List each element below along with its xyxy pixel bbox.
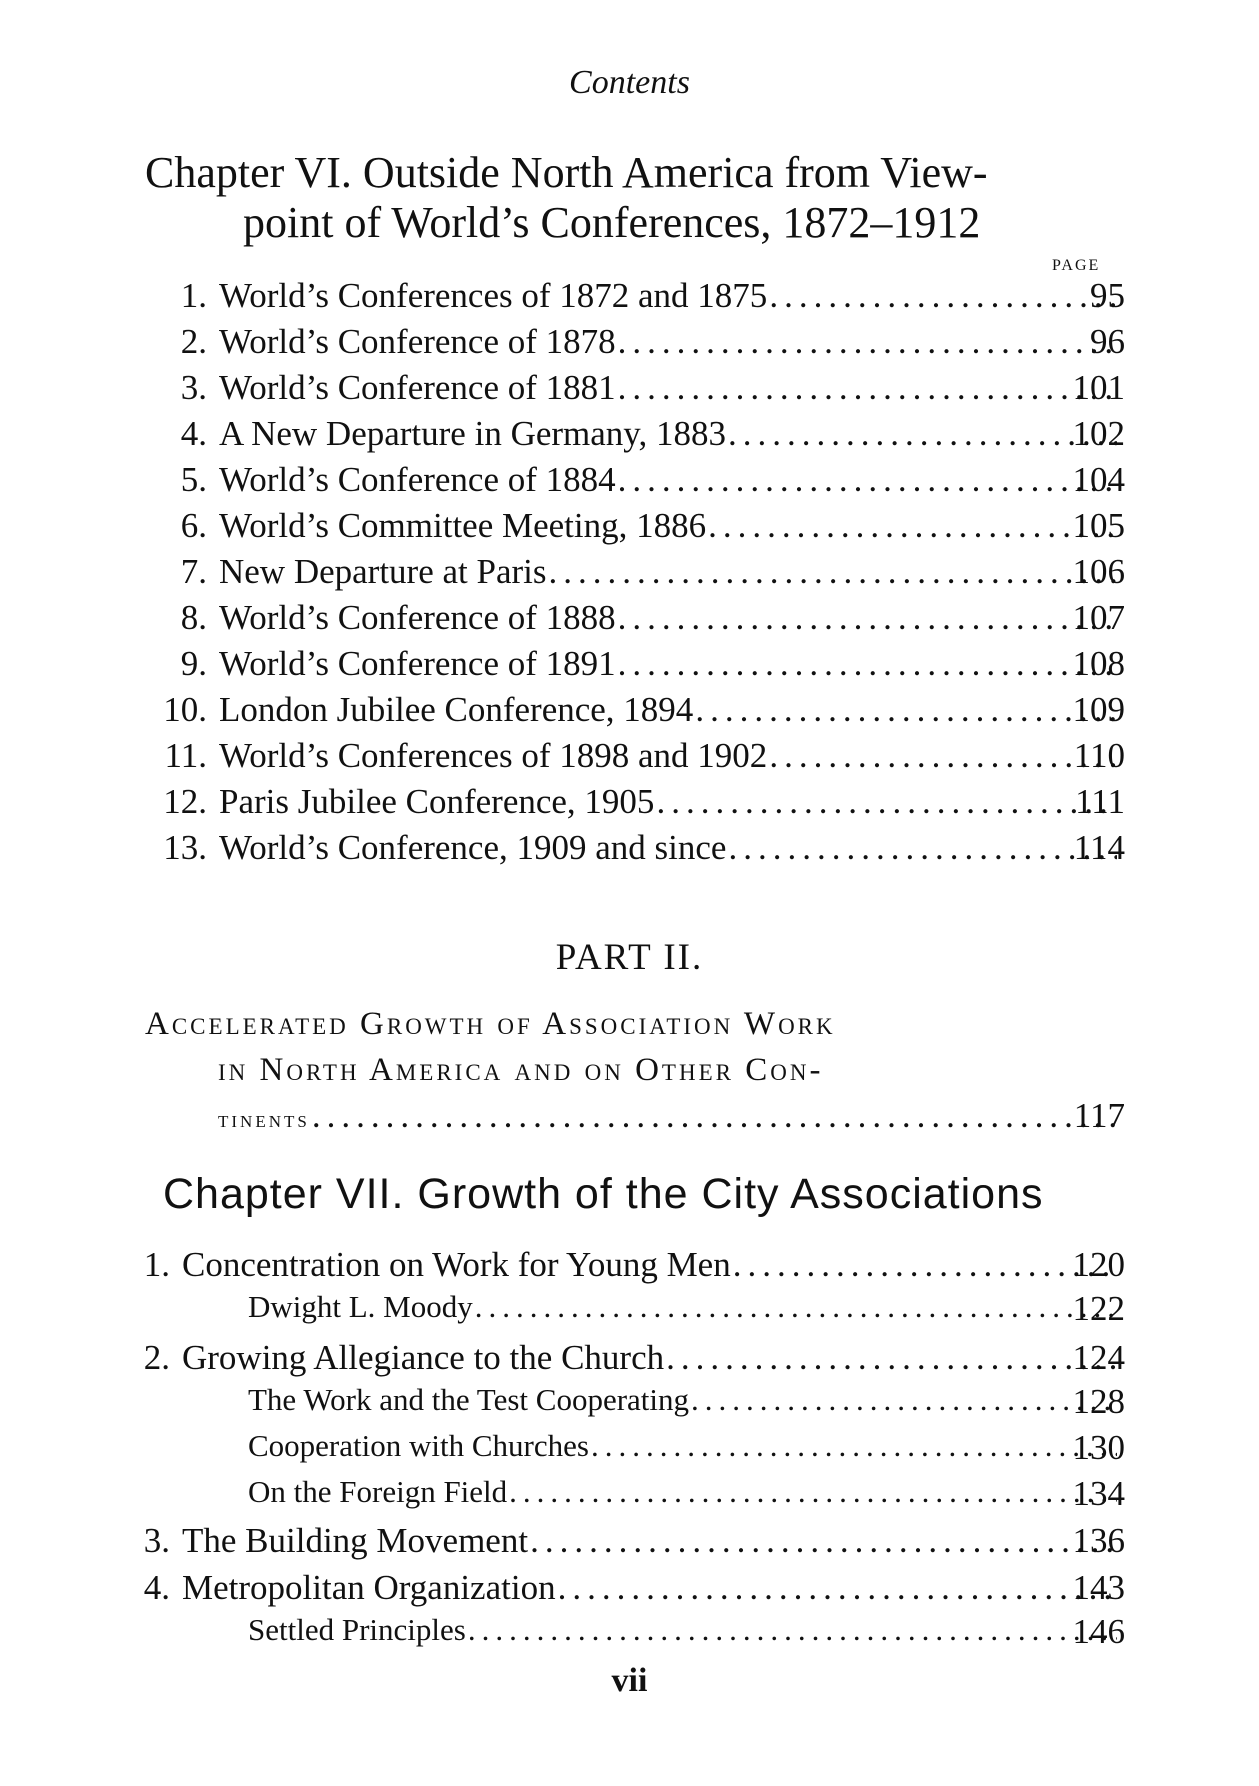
leader-dots: [468, 1612, 1117, 1648]
part-2-heading: PART II.: [555, 937, 704, 978]
entry-number: 13.: [163, 828, 207, 867]
part-2-title-line-2: in North America and on Other Con-: [218, 1052, 824, 1088]
chapter7-entry: [126, 1338, 1125, 1384]
page-number: vii: [611, 1662, 648, 1699]
chapter7-entry: [248, 1382, 1125, 1428]
chapter6-entry: [145, 506, 1125, 552]
entry-page-number: 120: [1072, 1245, 1125, 1284]
entry-title: Concentration on Work for Young Men: [182, 1245, 731, 1284]
chapter-6-title-line-1: Chapter VI. Outside North America from View-: [145, 148, 988, 197]
entry-number: 3.: [180, 368, 207, 407]
chapter6-entry: [145, 552, 1125, 598]
chapter6-entry: [145, 322, 1125, 368]
entry-number: 9.: [180, 644, 207, 683]
part-2-title-line-1: Accelerated Growth of Association Work: [145, 1006, 836, 1042]
entry-page-number: 109: [1072, 690, 1125, 729]
entry-number: 2.: [180, 322, 207, 361]
entry-page-number: 130: [1072, 1428, 1125, 1467]
leader-dots: [656, 782, 1117, 822]
entry-page-number: 110: [1073, 736, 1125, 775]
entry-number: 2.: [143, 1338, 170, 1377]
leader-dots: [591, 1428, 1117, 1464]
entry-title: On the Foreign Field: [248, 1474, 508, 1509]
entry-title: World’s Conference of 1888: [219, 598, 616, 637]
chapter-6-title-line-2: point of World’s Conferences, 1872–1912: [243, 198, 981, 247]
entry-page-number: 106: [1072, 552, 1125, 591]
entry-page-number: 102: [1072, 414, 1125, 453]
leader-dots: [618, 644, 1117, 684]
entry-title: World’s Conference of 1881: [219, 368, 616, 407]
chapter7-entry: [248, 1289, 1125, 1335]
entry-title: World’s Conferences of 1898 and 1902: [219, 736, 768, 775]
entry-title: World’s Conference, 1909 and since: [219, 828, 727, 867]
part-2-continuation: tinents: [218, 1107, 310, 1133]
chapter6-entry: [145, 598, 1125, 644]
leader-dots: [312, 1096, 1117, 1136]
entry-title: New Departure at Paris: [219, 552, 547, 591]
leader-dots: [618, 322, 1117, 362]
part-2-page: 117: [1073, 1096, 1125, 1135]
chapter6-entry: [145, 782, 1125, 828]
entry-page-number: 134: [1072, 1474, 1125, 1513]
entry-title: World’s Conference of 1891: [219, 644, 616, 683]
entry-number: 1.: [180, 276, 207, 315]
page-column-label: PAGE: [1052, 257, 1101, 274]
entry-title: World’s Conference of 1884: [219, 460, 616, 499]
chapter6-entry: [145, 828, 1125, 874]
chapter6-entry: [145, 644, 1125, 690]
leader-dots: [618, 460, 1117, 500]
chapter6-entry: [145, 460, 1125, 506]
entry-title: World’s Conference of 1878: [219, 322, 616, 361]
entry-number: 11.: [164, 736, 207, 775]
leader-dots: [530, 1521, 1117, 1561]
part-2-title-line-3: [145, 1096, 1125, 1142]
chapter6-entry: [145, 276, 1125, 322]
leader-dots: [618, 368, 1117, 408]
entry-number: 5.: [180, 460, 207, 499]
entry-title: Growing Allegiance to the Church: [182, 1338, 665, 1377]
leader-dots: [733, 1245, 1117, 1285]
entry-title: World’s Conferences of 1872 and 1875: [219, 276, 768, 315]
entry-number: 7.: [180, 552, 207, 591]
entry-title: Paris Jubilee Conference, 1905: [219, 782, 655, 821]
chapter7-entry: [248, 1474, 1125, 1520]
leader-dots: [691, 1382, 1117, 1418]
leader-dots: [618, 598, 1117, 638]
chapter6-entry: [145, 690, 1125, 736]
leader-dots: [549, 552, 1117, 592]
chapter7-entry: [126, 1245, 1125, 1291]
entry-page-number: 104: [1072, 460, 1125, 499]
running-head: Contents: [569, 64, 690, 101]
entry-page-number: 124: [1072, 1338, 1125, 1377]
chapter6-entry: [145, 414, 1125, 460]
leader-dots: [728, 828, 1117, 868]
leader-dots: [728, 414, 1117, 454]
entry-page-number: 107: [1072, 598, 1125, 637]
entry-title: The Work and the Test Cooperating: [248, 1382, 690, 1417]
entry-number: 10.: [163, 690, 207, 729]
entry-number: 6.: [180, 506, 207, 545]
entry-title: World’s Committee Meeting, 1886: [219, 506, 707, 545]
entry-title: A New Departure in Germany, 1883: [219, 414, 727, 453]
entry-title: Settled Principles: [248, 1612, 466, 1647]
entry-number: 1.: [143, 1245, 170, 1284]
entry-title: Metropolitan Organization: [182, 1568, 556, 1607]
leader-dots: [666, 1338, 1117, 1378]
chapter-7-title: Chapter VII. Growth of the City Associations: [163, 1170, 1044, 1218]
entry-page-number: 143: [1072, 1568, 1125, 1607]
entry-number: 8.: [180, 598, 207, 637]
entry-title: Dwight L. Moody: [248, 1289, 473, 1324]
entry-page-number: 95: [1090, 276, 1125, 315]
entry-page-number: 136: [1072, 1521, 1125, 1560]
entry-number: 12.: [163, 782, 207, 821]
chapter6-entry: [145, 368, 1125, 414]
leader-dots: [509, 1474, 1117, 1510]
leader-dots: [708, 506, 1117, 546]
entry-page-number: 105: [1072, 506, 1125, 545]
entry-page-number: 101: [1072, 368, 1125, 407]
entry-page-number: 114: [1073, 828, 1125, 867]
entry-number: 3.: [143, 1521, 170, 1560]
chapter7-entry: [126, 1521, 1125, 1567]
entry-number: 4.: [180, 414, 207, 453]
entry-page-number: 128: [1072, 1382, 1125, 1421]
entry-page-number: 111: [1075, 782, 1125, 821]
entry-title: London Jubilee Conference, 1894: [219, 690, 694, 729]
entry-title: The Building Movement: [182, 1521, 529, 1560]
entry-page-number: 122: [1072, 1289, 1125, 1328]
entry-page-number: 108: [1072, 644, 1125, 683]
entry-title: Cooperation with Churches: [248, 1428, 589, 1463]
leader-dots: [695, 690, 1117, 730]
entry-page-number: 96: [1090, 322, 1125, 361]
chapter7-entry: [248, 1612, 1125, 1658]
chapter7-entry: [126, 1568, 1125, 1614]
entry-number: 4.: [143, 1568, 170, 1607]
entry-page-number: 146: [1072, 1612, 1125, 1651]
leader-dots: [558, 1568, 1117, 1608]
leader-dots: [475, 1289, 1117, 1325]
chapter7-entry: [248, 1428, 1125, 1474]
chapter6-entry: [145, 736, 1125, 782]
